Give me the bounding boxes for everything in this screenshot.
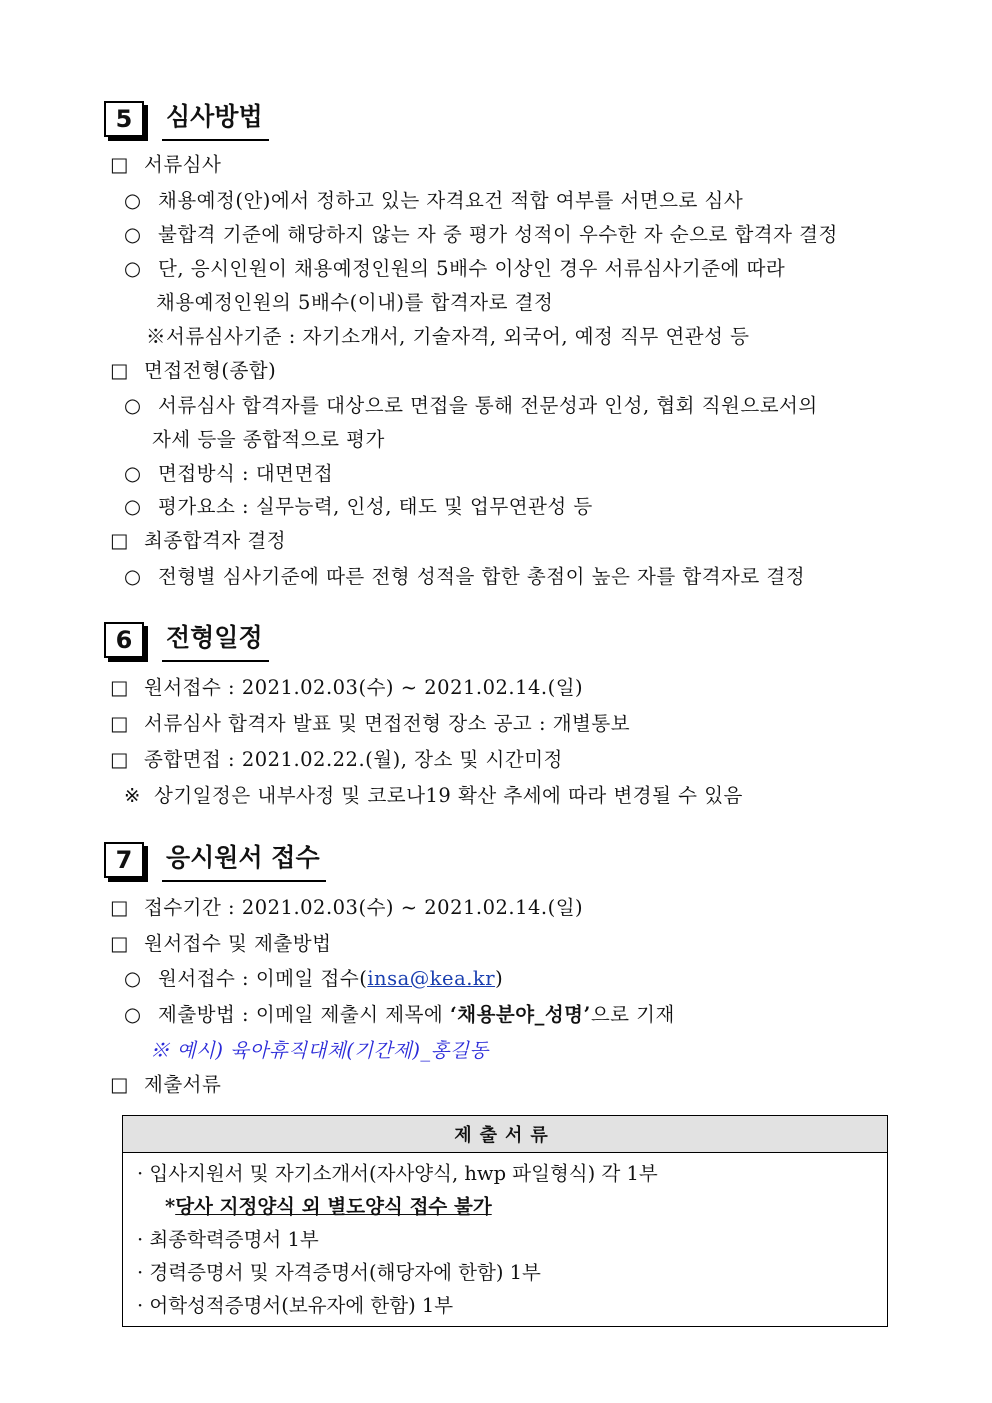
list-item-text: 채용예정(안)에서 정하고 있는 자격요건 적합 여부를 서면으로 심사 <box>158 189 744 212</box>
example-note: ※ 예시) 육아휴직대체(기간제)_홍길동 <box>150 1039 489 1062</box>
documents-table <box>122 1115 888 1327</box>
square-bullet: □ <box>110 748 129 771</box>
section-number: 6 <box>115 626 133 654</box>
list-item <box>124 1002 675 1028</box>
note-text: 당사 지정양식 외 별도양식 접수 불가 <box>175 1195 492 1218</box>
square-bullet: □ <box>110 712 129 735</box>
final-heading <box>110 528 286 554</box>
circle-bullet: ○ <box>124 257 142 280</box>
square-bullet: □ <box>110 1073 129 1096</box>
table-header-row <box>123 1116 888 1153</box>
section-number: 5 <box>115 105 133 133</box>
ref-mark: ※ <box>124 784 141 807</box>
submit-label: 제출방법 : 이메일 제출시 제목에 <box>158 1003 450 1026</box>
schedule-receipt <box>110 675 583 701</box>
circle-bullet: ○ <box>124 462 142 485</box>
circle-bullet: ○ <box>124 189 142 212</box>
section-number-box <box>104 842 144 878</box>
schedule-note-text: 상기일정은 내부사정 및 코로나19 확산 추세에 따라 변경될 수 있음 <box>154 784 743 807</box>
list-item-text: 면접방식 : 대면면접 <box>158 462 334 485</box>
email-link[interactable]: insa@kea.kr <box>367 967 496 990</box>
circle-bullet: ○ <box>124 223 142 246</box>
section-title: 전형일정 <box>162 622 269 662</box>
section-number: 7 <box>115 846 133 874</box>
receipt-close: ) <box>495 967 504 990</box>
submit-tail: 으로 기재 <box>590 1003 675 1026</box>
circle-bullet: ○ <box>124 394 142 417</box>
list-item-text: 전형별 심사기준에 따른 전형 성적을 합한 총점이 높은 자를 합격자로 결정 <box>158 565 806 588</box>
note-prefix: * <box>165 1195 176 1218</box>
square-bullet: □ <box>110 529 129 552</box>
list-item-text: 평가요소 : 실무능력, 인성, 태도 및 업무연관성 등 <box>158 495 593 518</box>
circle-bullet: ○ <box>124 565 142 588</box>
square-bullet: □ <box>110 932 129 955</box>
list-item-text: 불합격 기준에 해당하지 않는 자 중 평가 성적이 우수한 자 순으로 합격자 결정 <box>158 223 838 246</box>
list-item <box>124 966 503 992</box>
schedule-interview <box>110 747 563 773</box>
table-cell <box>123 1153 888 1327</box>
documents-label: 제출서류 <box>144 1073 222 1096</box>
document-item: · 최종학력증명서 1부 <box>137 1228 319 1251</box>
submission-method-heading <box>110 931 331 957</box>
list-item <box>124 256 785 282</box>
document-item: · 경력증명서 및 자격증명서(해당자에 한함) 1부 <box>137 1261 541 1284</box>
list-item-continuation: 채용예정인원의 5배수(이내)를 합격자로 결정 <box>156 291 554 314</box>
interview-label: 면접전형(종합) <box>144 359 277 382</box>
schedule-text: 서류심사 합격자 발표 및 면접전형 장소 공고 : 개별통보 <box>144 712 631 735</box>
period-text: 접수기간 : 2021.02.03(수) ~ 2021.02.14.(일) <box>144 896 584 919</box>
doc-review-label: 서류심사 <box>144 153 222 176</box>
receipt-label: 원서접수 : 이메일 접수( <box>158 967 368 990</box>
section-title: 응시원서 접수 <box>162 842 326 882</box>
circle-bullet: ○ <box>124 967 142 990</box>
square-bullet: □ <box>110 153 129 176</box>
table-header: 제출서류 <box>123 1116 888 1153</box>
list-item <box>124 494 593 520</box>
schedule-note <box>124 783 743 809</box>
section-number-box <box>104 101 144 137</box>
list-item <box>124 564 805 590</box>
square-bullet: □ <box>110 676 129 699</box>
list-item <box>124 188 743 214</box>
interview-heading <box>110 358 276 384</box>
subject-format: ‘채용분야_성명’ <box>449 1003 591 1026</box>
doc-review-heading <box>110 152 221 178</box>
schedule-announce <box>110 711 630 737</box>
list-item-continuation: 자세 등을 종합적으로 평가 <box>152 428 385 451</box>
section-number-box <box>104 622 144 658</box>
section-title: 심사방법 <box>162 101 269 141</box>
circle-bullet: ○ <box>124 495 142 518</box>
method-label: 원서접수 및 제출방법 <box>144 932 332 955</box>
table-row <box>123 1153 888 1327</box>
application-period <box>110 895 583 921</box>
square-bullet: □ <box>110 359 129 382</box>
schedule-text: 원서접수 : 2021.02.03(수) ~ 2021.02.14.(일) <box>144 676 584 699</box>
document-note <box>137 1190 887 1223</box>
circle-bullet: ○ <box>124 1003 142 1026</box>
criteria-note: ※서류심사기준 : 자기소개서, 기술자격, 외국어, 예정 직무 연관성 등 <box>146 325 750 348</box>
list-item-text: 단, 응시인원이 채용예정인원의 5배수 이상인 경우 서류심사기준에 따라 <box>158 257 786 280</box>
document-item: · 어학성적증명서(보유자에 한함) 1부 <box>137 1294 454 1317</box>
list-item-text: 서류심사 합격자를 대상으로 면접을 통해 전문성과 인성, 협회 직원으로서의 <box>158 394 818 417</box>
list-item <box>124 461 333 487</box>
list-item <box>124 222 838 248</box>
final-label: 최종합격자 결정 <box>144 529 287 552</box>
document-item: · 입사지원서 및 자기소개서(자사양식, hwp 파일형식) 각 1부 <box>137 1162 658 1185</box>
list-item <box>124 393 818 419</box>
documents-heading <box>110 1072 221 1098</box>
square-bullet: □ <box>110 896 129 919</box>
schedule-text: 종합면접 : 2021.02.22.(월), 장소 및 시간미정 <box>144 748 563 771</box>
